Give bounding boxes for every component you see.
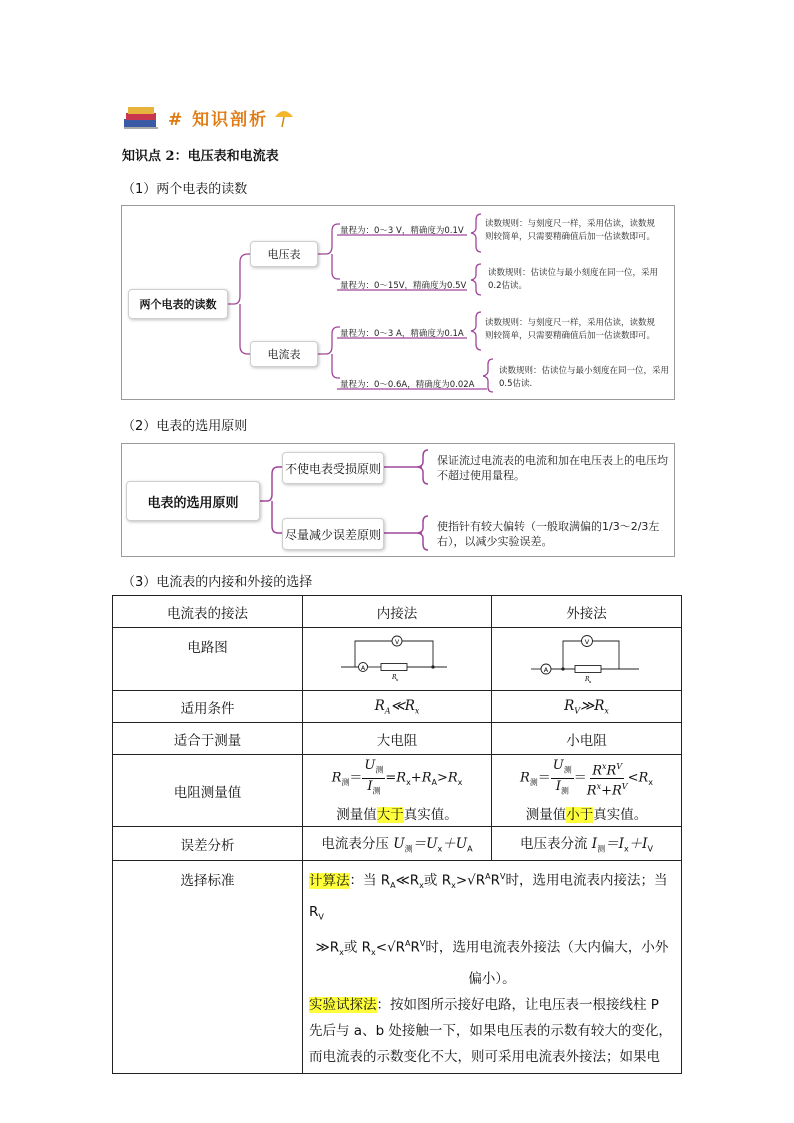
row-label-suitable: 适合于测量 <box>113 723 303 755</box>
reading-root-node: 两个电表的读数 <box>128 289 228 319</box>
table-row-suitable <box>113 723 682 755</box>
criteria-exp-line2: 先后与 a、b 处接触一下，如果电压表的示数有较大的变化， <box>309 1023 672 1040</box>
table-header-row <box>113 596 682 628</box>
inner-circuit-diagram <box>303 628 492 691</box>
row-label-error: 误差分析 <box>113 827 303 861</box>
outer-rx-label: R <box>584 676 590 683</box>
section-banner <box>122 103 296 131</box>
outer-ammeter-label: A <box>543 666 548 674</box>
inner-voltmeter-label: V <box>394 639 400 646</box>
ammeter-rule-2: 读数规则：估读位与最小刻度在同一位，采用0.5估读. <box>499 366 670 389</box>
table-header-outer: 外接法 <box>492 596 682 628</box>
inner-ammeter-label: A <box>360 665 366 672</box>
banner-title: # 知识剖析 <box>168 109 269 130</box>
outer-fraction-2: $\frac{R^xR^V}{R^x+R^V}$ <box>587 759 628 799</box>
table-row-measured <box>113 755 682 827</box>
outer-error: 电压表分流 $I_测=I_x+I_V$ <box>492 827 682 861</box>
table-row-error <box>113 827 682 861</box>
inner-fraction: $\frac{U_测}{I_测}$ <box>364 758 384 796</box>
principle-min-error-desc: 使指针有较大偏转（一般取满偏的1/3～2/3左右），以减少实验误差。 <box>437 520 660 548</box>
knowledge-point-title: 知识点 2：电压表和电流表 <box>122 149 279 164</box>
section1-heading: （1）两个电表的读数 <box>122 182 248 197</box>
row-label-circuit: 电路图 <box>113 628 303 691</box>
section3-heading: （3）电流表的内接和外接的选择 <box>122 575 313 590</box>
table-row-criteria <box>113 861 682 1074</box>
inner-condition: $R_A≪R_x$ <box>303 691 492 723</box>
principle-no-damage: 不使电表受损原则 <box>282 452 384 484</box>
criteria-calc-line2: $≫R_x$或 $R_x<√R^AR^V$时，选用电流表外接法（大内偏大，小外 <box>315 938 669 958</box>
voltmeter-rule-1: 读数规则：与刻度尺一样，采用估读，读数规则较简单，只需要精确值后加一估读数即可。 <box>485 219 656 242</box>
principle-mindmap <box>121 443 675 557</box>
voltmeter-range-15v: 量程为：0～15V，精确度为0.5V <box>340 281 467 291</box>
criteria-calc-line1: 计算法：当 $R_A≪R_x$或 $R_x>√R^AR^V$时，选用电流表内接法；当 $R_V$ <box>309 872 668 922</box>
voltmeter-rule-2: 读数规则：估读位与最小刻度在同一位，采用0.2估读。 <box>488 268 659 291</box>
outer-condition: $R_V≫R_x$ <box>492 691 682 723</box>
criteria-exp-line1: 实验试探法：按如图所示接好电路，让电压表一根接线柱 P <box>309 997 659 1014</box>
outer-suitable: 小电阻 <box>492 723 682 755</box>
inner-circuit-svg <box>337 629 457 685</box>
inner-formula: $R_测=$ $\frac{U_测}{I_测}$ $=R_x+R_A>R_x$ <box>303 758 491 798</box>
principle-root-node: 电表的选用原则 <box>126 481 260 521</box>
umbrella-icon <box>272 105 296 129</box>
outer-circuit-svg <box>527 629 647 685</box>
inner-rx-label: R <box>392 674 397 681</box>
ammeter-range-3a: 量程为：0～3 A，精确度为0.1A <box>340 329 464 339</box>
row-label-measured: 电阻测量值 <box>113 755 303 827</box>
outer-fraction-1: $\frac{U_测}{I_测}$ <box>552 758 572 796</box>
outer-voltmeter-label: V <box>584 638 589 646</box>
table-row-circuit <box>113 628 682 691</box>
outer-circuit-diagram <box>492 628 682 691</box>
inner-suitable: 大电阻 <box>303 723 492 755</box>
inner-rx-sub: x <box>396 677 399 682</box>
table-header-inner: 内接法 <box>303 596 492 628</box>
table-header-method: 电流表的接法 <box>113 596 303 628</box>
principle-no-damage-desc: 保证流过电流表的电流和加在电压表上的电压均不超过使用量程。 <box>437 454 668 482</box>
ammeter-rule-1: 读数规则：与刻度尺一样，采用估读，读数规则较简单，只需要精确值后加一估读数即可。 <box>485 318 656 341</box>
table-row-condition <box>113 691 682 723</box>
outer-measured <box>492 755 682 827</box>
outer-formula: $R_测=$ $\frac{U_测}{I_测}$ ＝ $\frac{R^xR^V}{R^x+R^V}$ $<R_x$ <box>519 758 653 799</box>
books-icon <box>122 103 162 131</box>
voltmeter-range-3v: 量程为：0～3 V，精确度为0.1V <box>340 226 464 236</box>
criteria-calc-line3: 偏小）。 <box>468 971 516 988</box>
principle-min-error: 尽量减少误差原则 <box>282 518 384 550</box>
outer-rx-sub: x <box>588 679 591 684</box>
ammeter-range-06a: 量程为：0～0.6A，精确度为0.02A <box>340 380 475 390</box>
criteria-content <box>303 861 682 1074</box>
inner-error: 电流表分压 $U_测=U_x+U_A$ <box>303 827 492 861</box>
outer-note: 测量值小于真实值。 <box>525 806 648 823</box>
section2-heading: （2）电表的选用原则 <box>122 419 248 434</box>
ammeter-node: 电流表 <box>250 341 318 367</box>
row-label-criteria: 选择标准 <box>113 861 303 1074</box>
row-label-condition: 适用条件 <box>113 691 303 723</box>
voltmeter-node: 电压表 <box>250 241 318 267</box>
criteria-exp-line3: 而电流表的示数变化不大，则可采用电流表外接法；如果电 <box>309 1049 660 1066</box>
reading-mindmap <box>121 205 675 400</box>
inner-measured <box>303 755 492 827</box>
inner-note: 测量值大于真实值。 <box>336 806 458 823</box>
ammeter-connection-table <box>112 595 682 1074</box>
